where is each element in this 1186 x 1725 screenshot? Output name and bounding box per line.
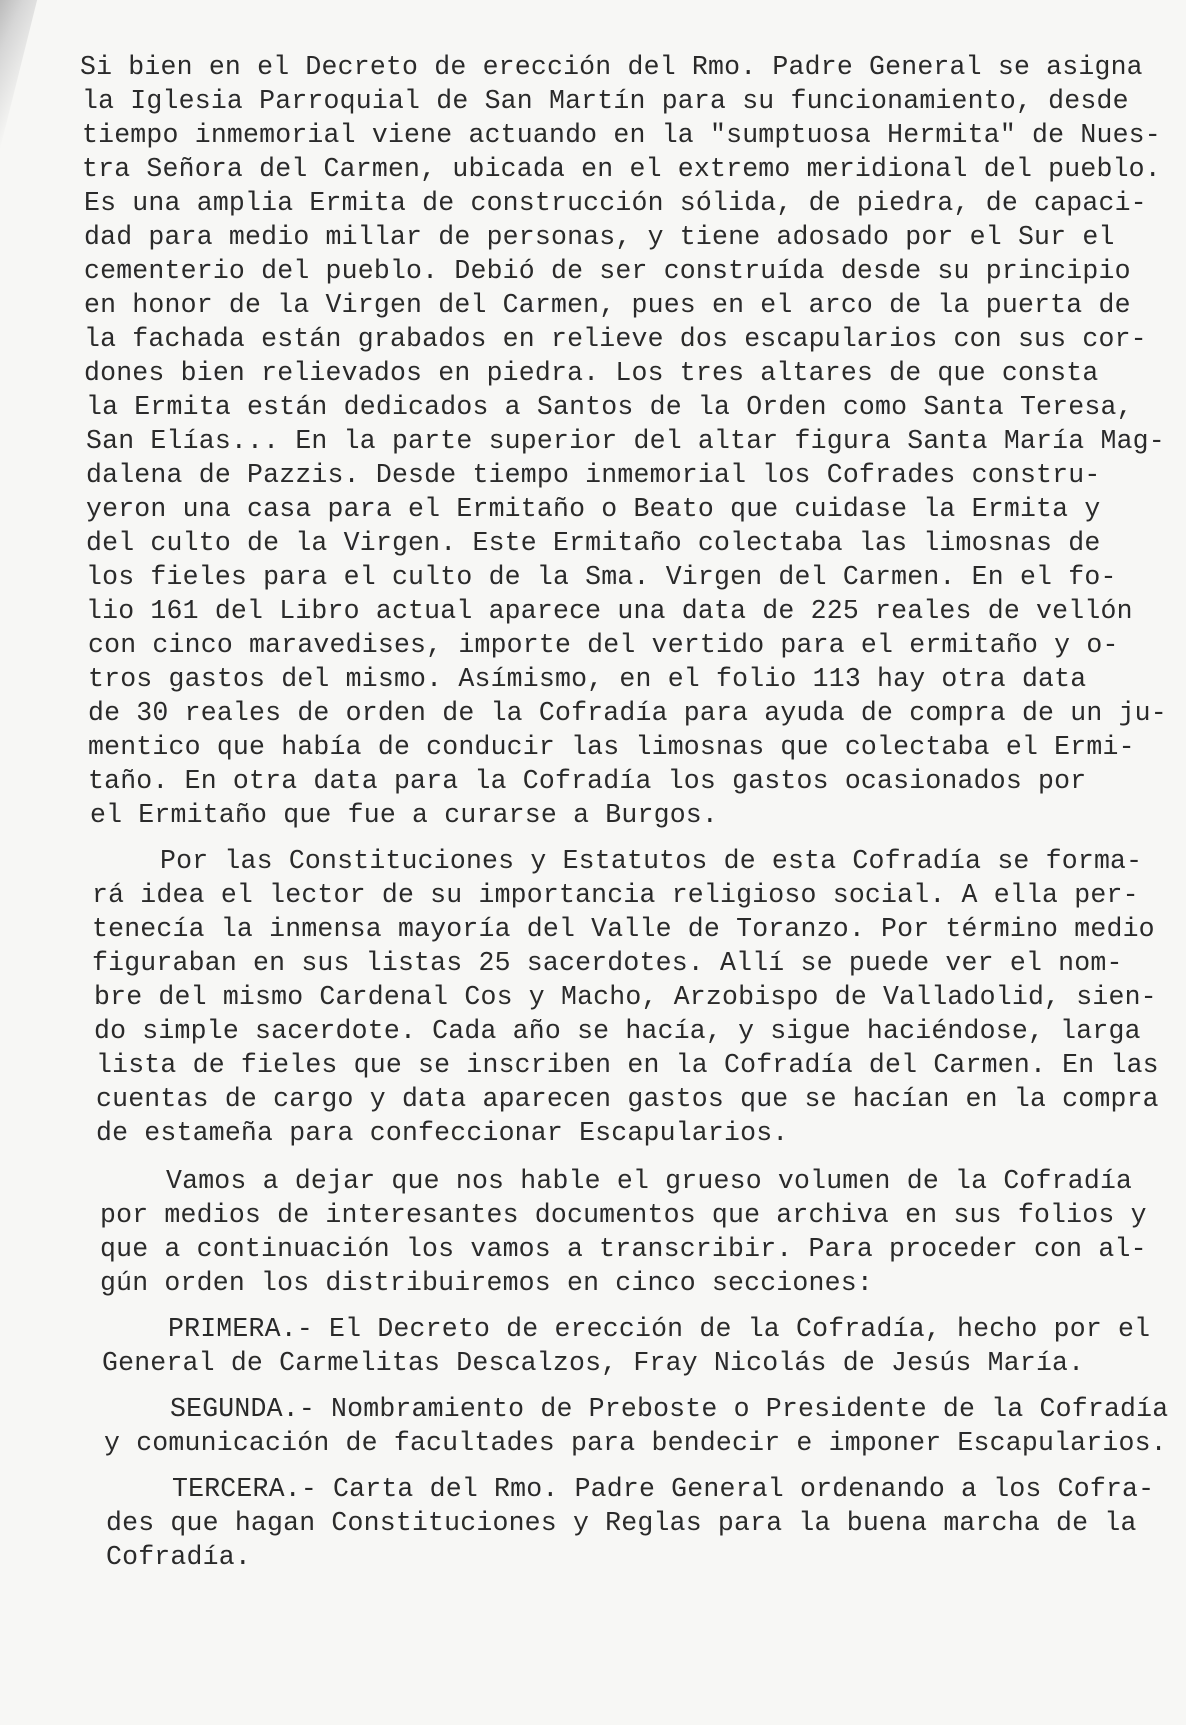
text-line: San Elías... En la parte superior del altar figura Santa María Mag- [86,426,1165,456]
text-line: cuentas de cargo y data aparecen gastos que se hacían en la compra [96,1084,1159,1114]
text-line: los fieles para el culto de la Sma. Virgen del Carmen. En el fo- [86,562,1117,592]
text-line: cementerio del pueblo. Debió de ser construída desde su principio [84,256,1131,286]
text-line: dones bien relievados en piedra. Los tres altares de que consta [84,358,1099,388]
text-line: Es una amplia Ermita de construcción sólida, de piedra, de capaci- [84,188,1147,218]
text-line: des que hagan Constituciones y Reglas para la buena marcha de la [106,1508,1137,1538]
text-line: SEGUNDA.- Nombramiento de Preboste o Presidente de la Cofradía [170,1394,1169,1424]
text-line: gún orden los distribuiremos en cinco secciones: [100,1268,873,1298]
text-line: en honor de la Virgen del Carmen, pues en el arco de la puerta de [84,290,1131,320]
text-line: tra Señora del Carmen, ubicada en el extremo meridional del pueblo. [82,154,1161,184]
text-line: la Ermita están dedicados a Santos de la Orden como Santa Teresa, [86,392,1133,422]
text-line: Si bien en el Decreto de erección del Rmo. Padre General se asigna [80,52,1143,82]
text-line: de estameña para confeccionar Escapularios. [96,1118,789,1148]
text-line: dalena de Pazzis. Desde tiempo inmemorial los Cofrades constru- [86,460,1101,490]
text-line: TERCERA.- Carta del Rmo. Padre General ordenando a los Cofra- [172,1474,1155,1504]
text-line: Vamos a dejar que nos hable el grueso volumen de la Cofradía [166,1166,1133,1196]
text-line: tiempo inmemorial viene actuando en la "sumptuosa Hermita" de Nues- [82,120,1161,150]
text-line: Cofradía. [106,1542,251,1572]
text-line: rá idea el lector de su importancia religioso social. A ella per- [92,880,1139,910]
text-line: lista de fieles que se inscriben en la Cofradía del Carmen. En las [96,1050,1159,1080]
text-line: taño. En otra data para la Cofradía los gastos ocasionados por [88,766,1087,796]
text-line: General de Carmelitas Descalzos, Fray Nicolás de Jesús María. [102,1348,1085,1378]
text-line: que a continuación los vamos a transcribir. Para proceder con al- [100,1234,1147,1264]
text-line: la Iglesia Parroquial de San Martín para su funcionamiento, desde [82,86,1129,116]
text-line: tros gastos del mismo. Asímismo, en el folio 113 hay otra data [88,664,1087,694]
text-line: con cinco maravedises, importe del vertido para el ermitaño y o- [88,630,1119,660]
text-line: del culto de la Virgen. Este Ermitaño colectaba las limosnas de [86,528,1101,558]
text-line: dad para medio millar de personas, y tiene adosado por el Sur el [84,222,1115,252]
text-line: por medios de interesantes documentos que archiva en sus folios y [100,1200,1147,1230]
text-line: yeron una casa para el Ermitaño o Beato que cuidase la Ermita y [86,494,1101,524]
text-line: PRIMERA.- El Decreto de erección de la Cofradía, hecho por el [168,1314,1151,1344]
text-line: el Ermitaño que fue a curarse a Burgos. [90,800,719,830]
text-line: mentico que había de conducir las limosnas que colectaba el Ermi- [88,732,1135,762]
text-line: la fachada están grabados en relieve dos escapularios con sus cor- [84,324,1147,354]
text-line: lio 161 del Libro actual aparece una data de 225 reales de vellón [86,596,1133,626]
text-line: tenecía la inmensa mayoría del Valle de Toranzo. Por término medio [92,914,1155,944]
text-line: do simple sacerdote. Cada año se hacía, y sigue haciéndose, larga [94,1016,1141,1046]
text-line: bre del mismo Cardenal Cos y Macho, Arzobispo de Valladolid, sien- [94,982,1157,1012]
text-line: y comunicación de facultades para bendecir e imponer Escapularios. [104,1428,1167,1458]
text-line: Por las Constituciones y Estatutos de esta Cofradía se forma- [160,846,1143,876]
text-line: figuraban en sus listas 25 sacerdotes. Allí se puede ver el nom- [92,948,1123,978]
text-line: de 30 reales de orden de la Cofradía para ayuda de compra de un ju- [88,698,1167,728]
